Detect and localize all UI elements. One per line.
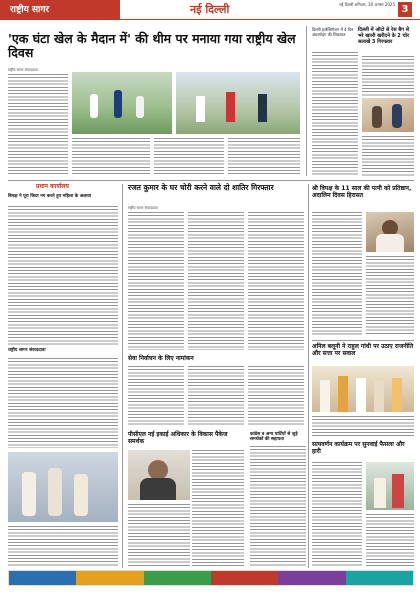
page-city: नई दिल्ली xyxy=(190,3,230,16)
story3-headline: प्रधान कार्यालय xyxy=(36,183,69,190)
story8-headline: सत्यवर्णन कार्यक्रम पर सुनवाई फैसला और हारी xyxy=(312,441,405,455)
story4-byline: राष्ट्रीय सागर संवाददाता xyxy=(128,206,158,210)
divider xyxy=(122,184,123,568)
story2-body-2 xyxy=(362,56,414,96)
divider xyxy=(8,180,414,181)
story2-body-3 xyxy=(362,136,414,176)
story3-body xyxy=(8,206,118,346)
story8-body-2 xyxy=(366,514,414,566)
story1-headline: 'एक घंटा खेल के मैदान में' की थीम पर मनाया गया राष्ट्रीय खेल दिवस xyxy=(8,31,296,61)
story4-headline: रजत कुमार के घर चोरी करने वाले दो शातिर गिरफ्तार xyxy=(128,183,274,192)
story7-photo xyxy=(312,366,414,412)
story1-body xyxy=(8,74,68,176)
story7-body xyxy=(312,416,414,436)
story9-body xyxy=(192,450,244,566)
story8-body xyxy=(312,462,362,566)
story6-headline: श्री विपक्ष के 11 साल की पत्नी को प्रतिष्ठान, अदालिम दिवस हिरासत xyxy=(312,185,412,199)
story3-body-3 xyxy=(8,526,118,566)
story1-body-2 xyxy=(72,138,150,176)
story5-headline: सेवा निर्वाचन के लिए नामांकन xyxy=(128,355,194,362)
story1-body-4 xyxy=(228,138,300,176)
story6-body-2 xyxy=(366,256,414,336)
story4-body-3 xyxy=(248,212,304,350)
story9-photo xyxy=(128,450,190,500)
story5-body xyxy=(128,366,184,426)
story5-body-2 xyxy=(188,366,244,426)
divider xyxy=(308,184,309,568)
story2-photo xyxy=(362,98,414,132)
page-date: नई दिल्ली शनिवार, 30 अगस्त 2025 xyxy=(339,2,395,7)
story3-sub-2: राष्ट्रीय सागर संवाददाता xyxy=(8,348,46,353)
story5-body-3 xyxy=(248,366,304,426)
story3-photo xyxy=(8,452,118,522)
divider xyxy=(306,26,307,176)
story1-body-3 xyxy=(154,138,224,176)
story1-photo xyxy=(72,72,172,134)
story7-headline: अनिल बलूनी ने राहुल गांधी पर उठाए राजनीति और सत्ता पर सवाल xyxy=(312,343,414,357)
story2-kicker: दिल्ली इन्वेस्टिगेशन में 4 दिन अंडरगोइंग की शिकायत xyxy=(312,27,354,37)
story10-body xyxy=(250,446,306,566)
story6-photo xyxy=(366,212,414,252)
story2-headline: दिल्ली में ऑटो से रेस बैग से भरे खाली खरीदने के 2 चोर सलाखें 3 गिरफ्तार xyxy=(358,27,410,45)
story4-body xyxy=(128,212,184,350)
divider xyxy=(312,340,414,341)
ad-strip xyxy=(8,570,414,586)
story9-body-2 xyxy=(128,504,190,566)
story6-body xyxy=(312,212,362,336)
masthead xyxy=(0,0,420,20)
story4-body-2 xyxy=(188,212,244,350)
story3-body-2 xyxy=(8,358,118,448)
story3-sub: बिपक्ष ने पूरा किया नग करते हुए महिला के अलावा xyxy=(8,194,92,199)
story1-photo-2 xyxy=(176,72,300,134)
story9-headline: पीसीएल नई इकाई अधिकार के विकास पैकेज समर्थक xyxy=(128,431,228,445)
story1-byline: राष्ट्रीय सागर संवाददाता xyxy=(8,68,38,72)
story2-body xyxy=(312,52,358,176)
paper-name: राष्ट्रीय सागर xyxy=(0,0,120,20)
story8-photo xyxy=(366,462,414,510)
story10-headline: कांग्रेस व अन्य पार्टियों से जुड़े समर्थकों की सहायता xyxy=(250,432,298,443)
page-number: 3 xyxy=(398,2,412,17)
